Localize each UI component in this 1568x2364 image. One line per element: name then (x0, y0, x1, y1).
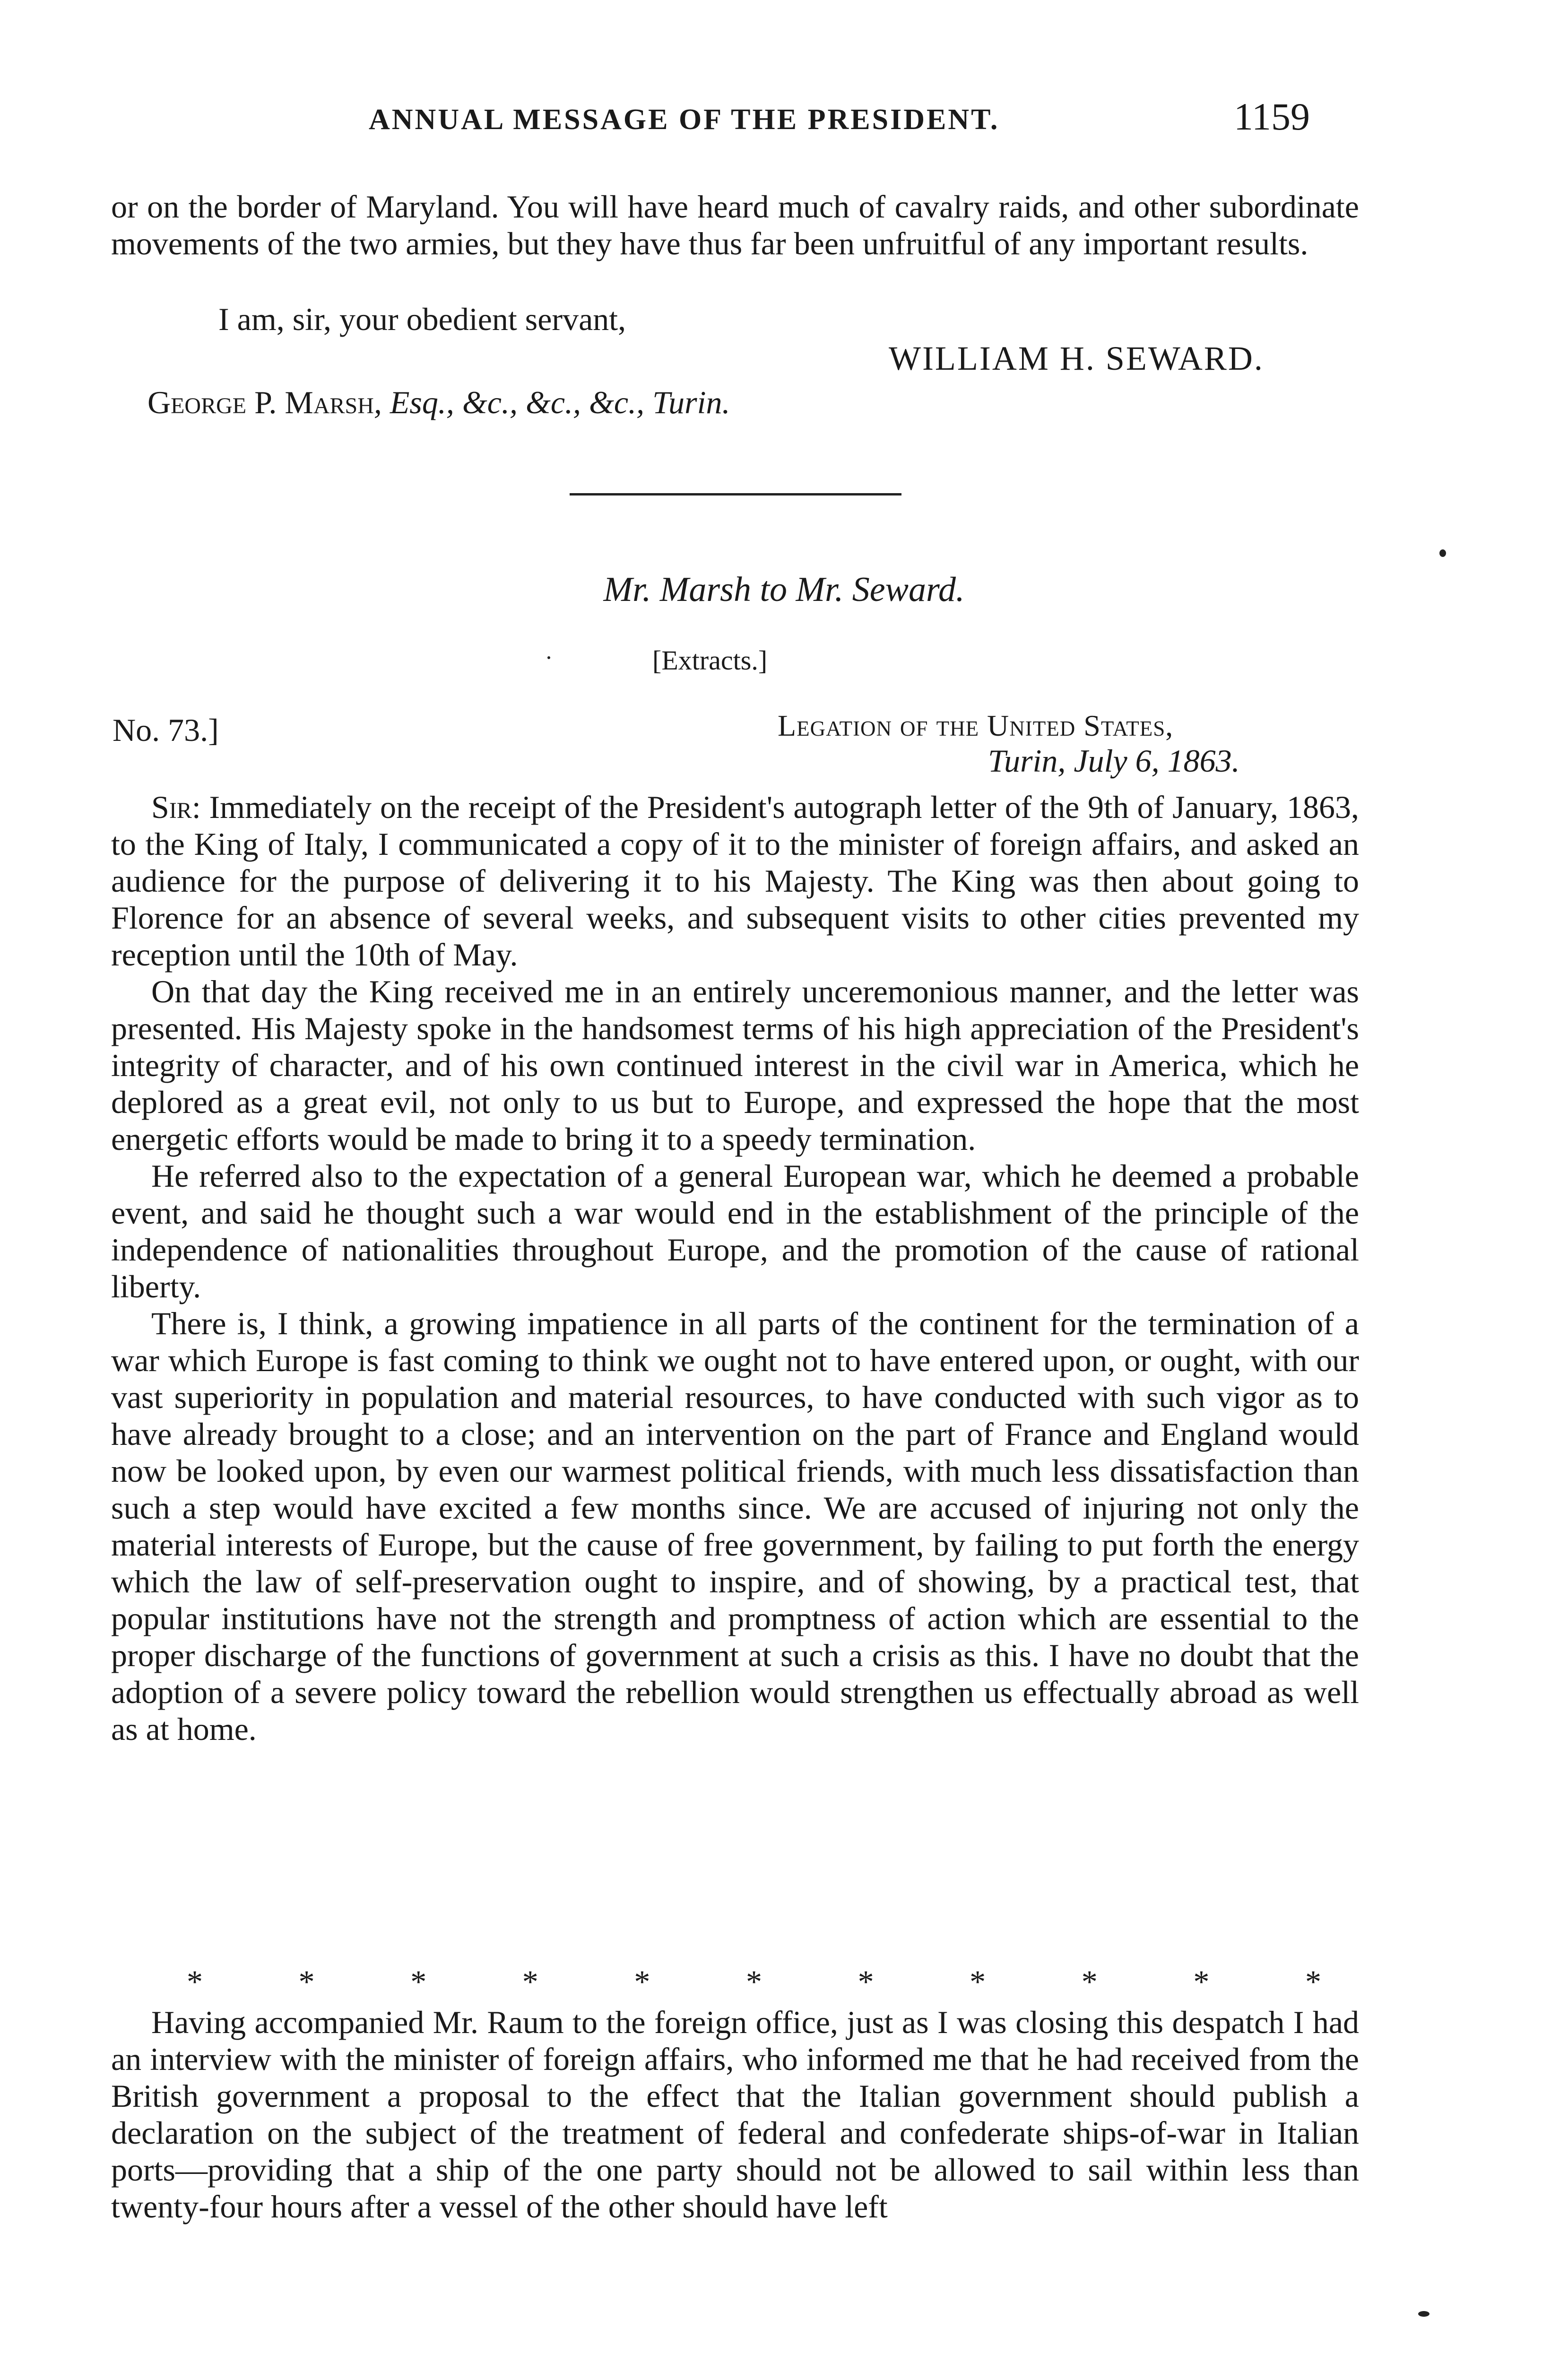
asterisk: * (1193, 1964, 1210, 1999)
asterisk: * (522, 1964, 538, 1999)
dateline: Turin, July 6, 1863. (988, 743, 1240, 779)
paragraph-4: There is, I think, a growing impatience in all parts of the continent for the termination of a war which Europe is fast coming to think we ought not to have entered upon, or ought, with our vast superiority in population and material resources, to have conducted with such vigor as to have already brought to a close; and an intervention on the part of France and England would now be looked upon, by even our warmest political friends, with much less dissatisfaction than such a step would have excited a few months since. We are accused of injuring not only the material interests of Europe, but the cause of free government, by failing to put forth the energy which the law of self-preservation ought to inspire, and of showing, by a practical test, that popular institutions have not the strength and promptness of action which are essential to the proper discharge of the functions of government at such a crisis as this. I have no doubt that the adoption of a severe policy toward the rebellion would strengthen us effectually abroad as well as at home. (111, 1305, 1359, 1747)
dispatch-heading: Mr. Marsh to Mr. Seward. (603, 570, 965, 609)
running-header: ANNUAL MESSAGE OF THE PRESIDENT. (369, 104, 1000, 136)
letter-continuation (111, 188, 1359, 262)
addressee-place: Turin. (652, 384, 730, 420)
dispatch-body-continued (111, 2004, 1359, 2225)
paragraph-1 (111, 789, 1359, 973)
addressee-name: George P. Marsh (147, 384, 374, 420)
legation-line: Legation of the United States, (778, 709, 1174, 742)
asterisk: * (745, 1964, 762, 1999)
section-divider (570, 493, 901, 495)
ink-speck (1439, 549, 1446, 557)
asterisk: * (970, 1964, 986, 1999)
paragraph-3: He referred also to the expectation of a general European war, which he deemed a probable event, and said he thought such a war would end in the establishment of the principle of the independence of nationalities throughout Europe, and the promotion of the cause of rational liberty. (111, 1158, 1359, 1304)
asterisk: * (1305, 1964, 1321, 1999)
page-number: 1159 (1234, 95, 1310, 138)
addressee-honorifics: , Esq., &c., &c., &c., (373, 384, 653, 420)
signature: WILLIAM H. SEWARD. (889, 339, 1264, 377)
asterisk: * (410, 1964, 427, 1999)
closing-line: I am, sir, your obedient servant, (218, 301, 626, 337)
paragraph-2: On that day the King received me in an entirely unceremonious manner, and the letter was presented. His Majesty spoke in the handsomest terms of his high appreciation of the President's integrity of character, and of his own continued interest in the civil war in America, which he deplored as a great evil, not only to us but to Europe, and expressed the hope that the most energetic efforts would be made to bring it to a speedy termination. (111, 973, 1359, 1157)
asterisk: * (1081, 1964, 1098, 1999)
extracts-note: [Extracts.] (652, 645, 768, 676)
ellipsis-asterisks (187, 1963, 1321, 2000)
asterisk: * (858, 1964, 874, 1999)
dispatch-number: No. 73.] (113, 712, 219, 748)
paragraph-5: Having accompanied Mr. Raum to the foreign office, just as I was closing this despatch I had an interview with the minister of foreign affairs, who informed me that he had received from the British government a proposal to the effect that the Italian government should publish a declaration on the subject of the treatment of federal and confederate ships-of-war in Italian ports—providing that a ship of the one party should not be allowed to sail within less than twenty-four hours after a vessel of the other should have left (111, 2004, 1359, 2225)
salutation: Sir: (151, 789, 201, 825)
asterisk: * (187, 1964, 203, 1999)
dispatch-body (111, 789, 1359, 1747)
asterisk: * (634, 1964, 650, 1999)
ink-speck (1418, 2311, 1429, 2317)
asterisk: * (298, 1964, 315, 1999)
addressee (147, 384, 730, 421)
continuation-paragraph: or on the border of Maryland. You will have heard much of cavalry raids, and other subordinate movements of the two armies, but they have thus far been unfruitful of any important results. (111, 189, 1359, 261)
ink-speck (547, 656, 550, 659)
paragraph-1-text: Immediately on the receipt of the President's autograph letter of the 9th of January, 1863, to the King of Italy, I communicated a copy of it to the minister of foreign affairs, and asked an audience for the purpose of delivering it to his Majesty. The King was then about going to Florence for an absence of several weeks, and subsequent visits to other cities prevented my reception until the 10th of May. (111, 789, 1359, 973)
